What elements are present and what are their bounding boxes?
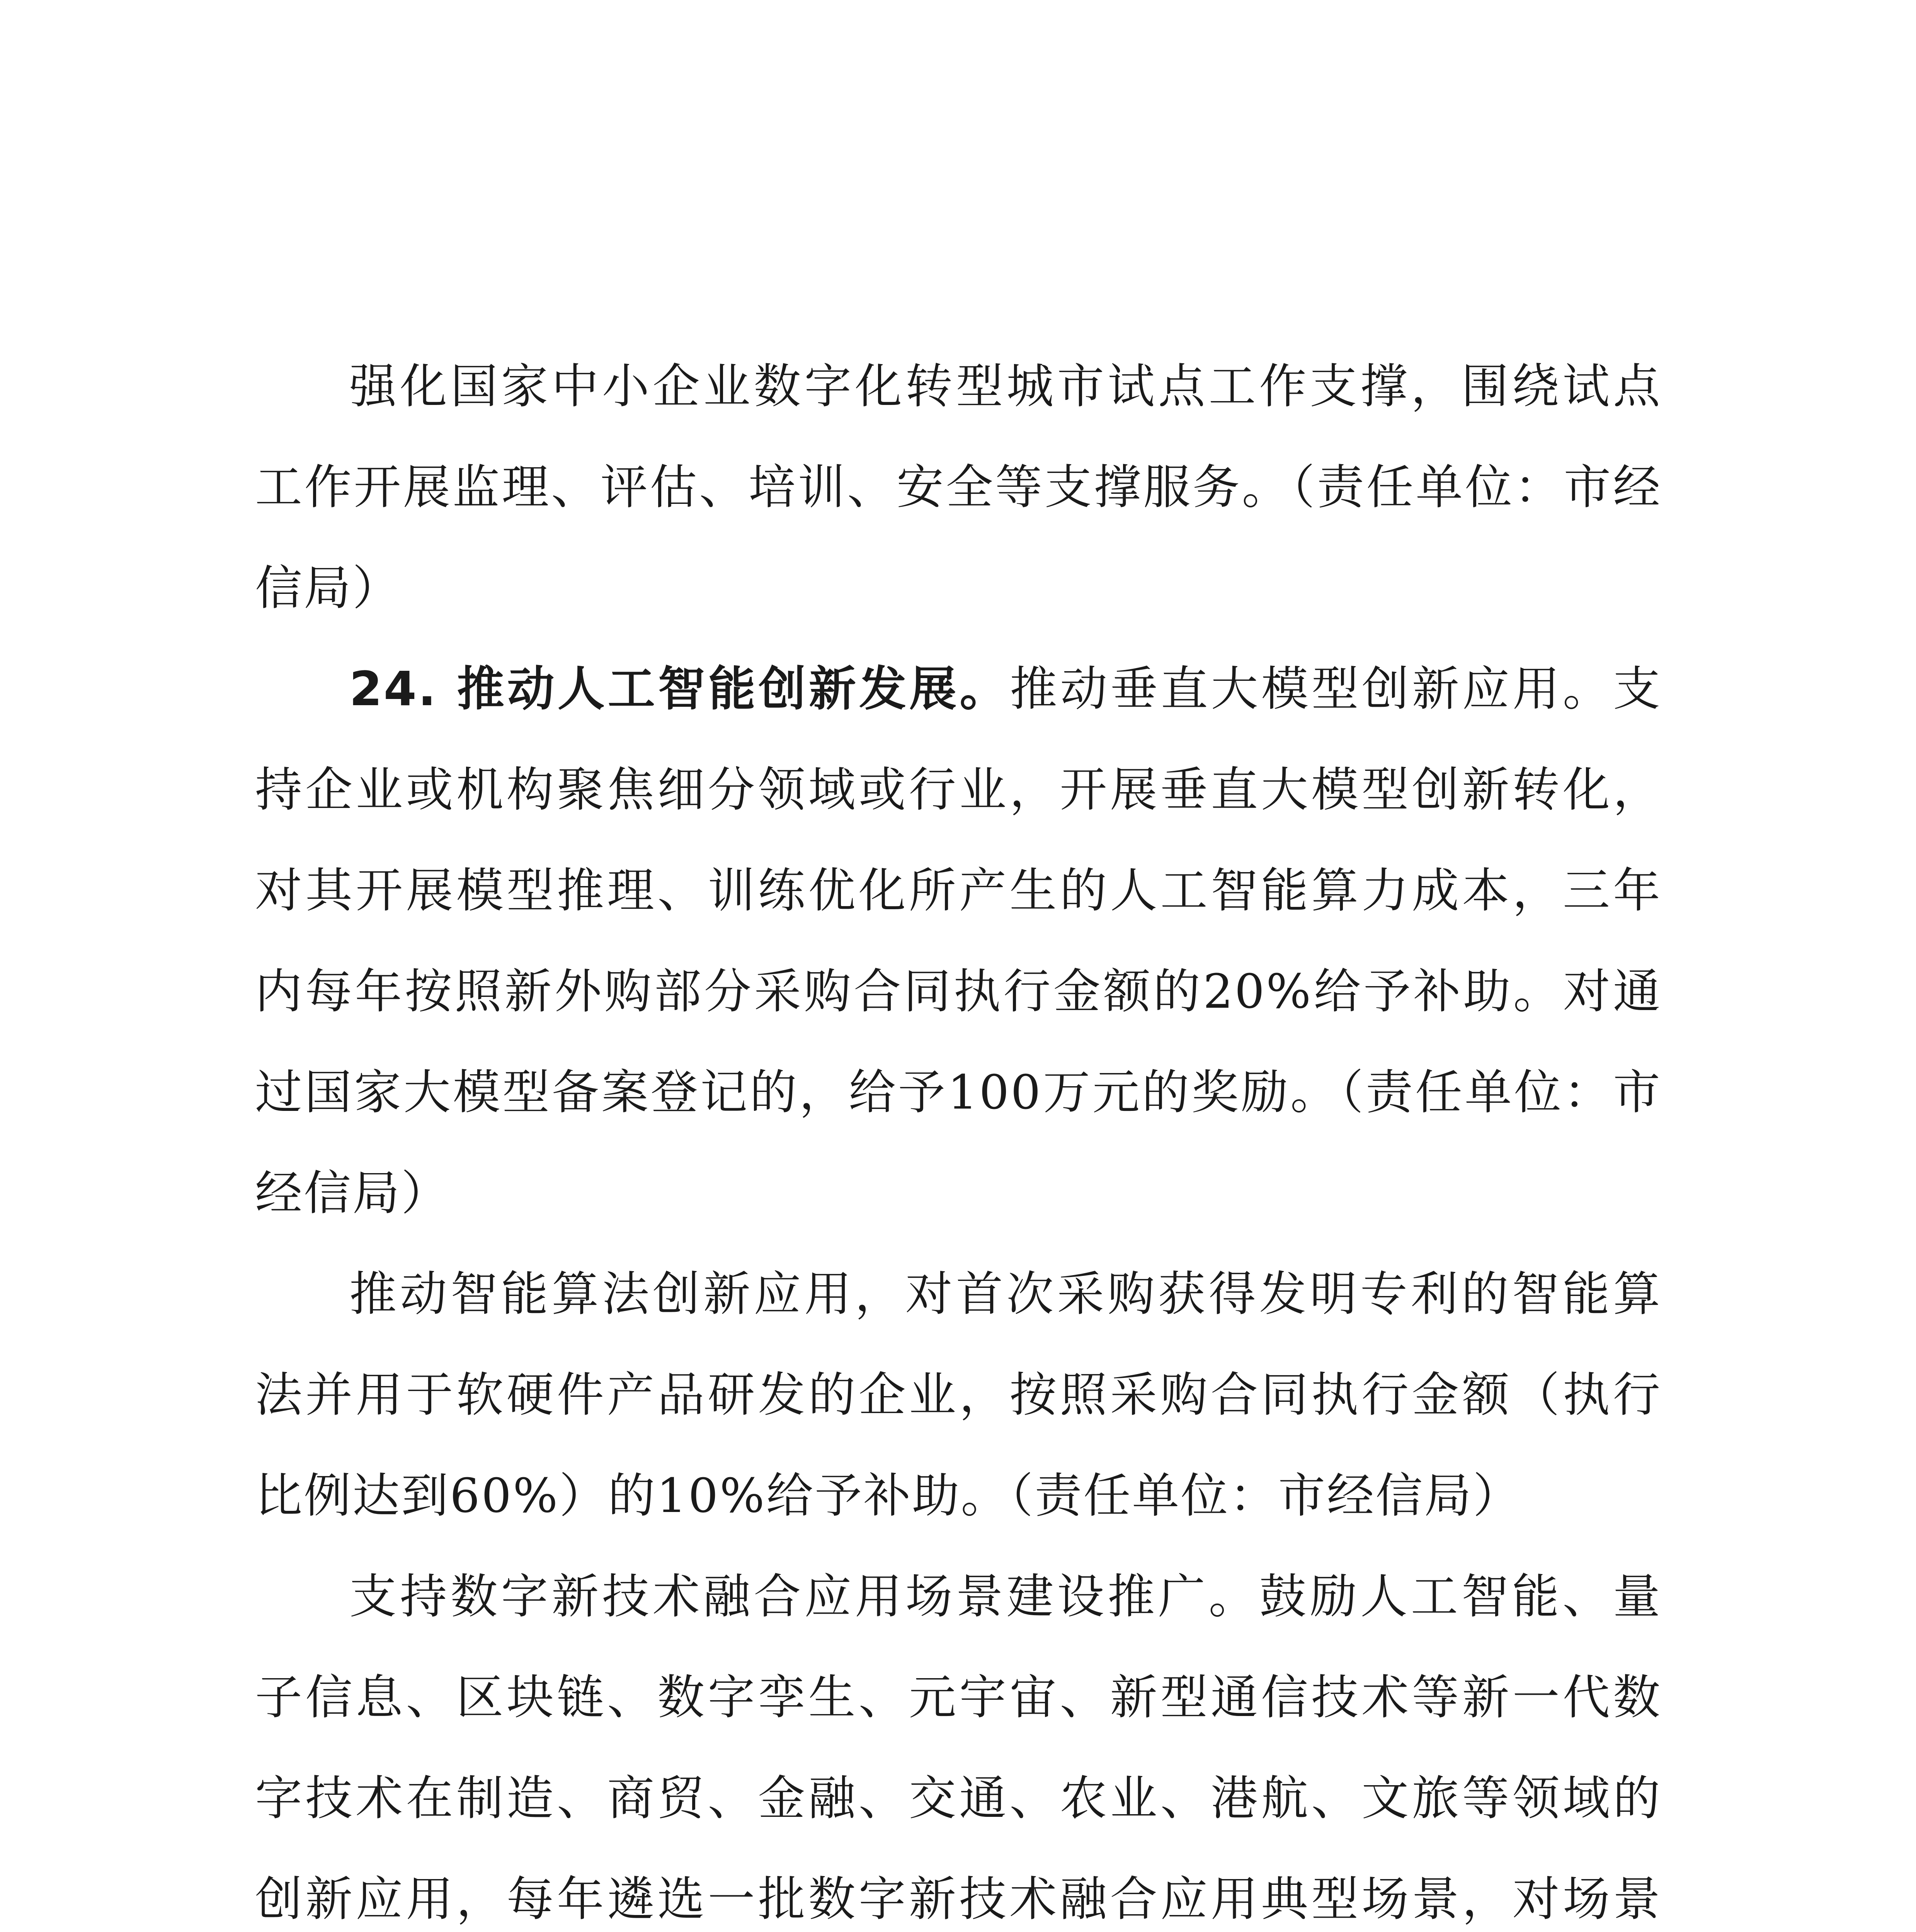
paragraph-2-text: 推动垂直大模型创新应用。支持企业或机构聚焦细分领域或行业，开展垂直大模型创新转化，对其开展模型推理、训练优化所产生的人工智能算力成本，三年内每年按照新外购部分采购合同执行金额的20%给予补助。对通过国家大模型备案登记的，给予100万元的奖励。（责任单位：市经信局） xyxy=(255,662,1662,1221)
paragraph-2-heading: 24. 推动人工智能创新发展。 xyxy=(349,662,1010,716)
paragraph-3-text: 推动智能算法创新应用，对首次采购获得发明专利的智能算法并用于软硬件产品研发的企业，按照采购合同执行金额（执行比例达到60%）的10%给予补助。（责任单位：市经信局） xyxy=(255,1267,1662,1523)
paragraph-4 xyxy=(255,1546,1662,1932)
paragraph-3 xyxy=(255,1244,1662,1546)
document-body xyxy=(255,336,1662,1932)
paragraph-1-text: 强化国家中小企业数字化转型城市试点工作支撑，围绕试点工作开展监理、评估、培训、安全等支撑服务。（责任单位：市经信局） xyxy=(255,359,1662,616)
paragraph-4-text: 支持数字新技术融合应用场景建设推广。鼓励人工智能、量子信息、区块链、数字孪生、元宇宙、新型通信技术等新一代数字技术在制造、商贸、金融、交通、农业、港航、文旅等领域的创新应用，每年遴选一批数字新技术融合应用典型场景，对场景 xyxy=(255,1569,1662,1927)
paragraph-1 xyxy=(255,336,1662,639)
paragraph-2 xyxy=(255,639,1662,1244)
